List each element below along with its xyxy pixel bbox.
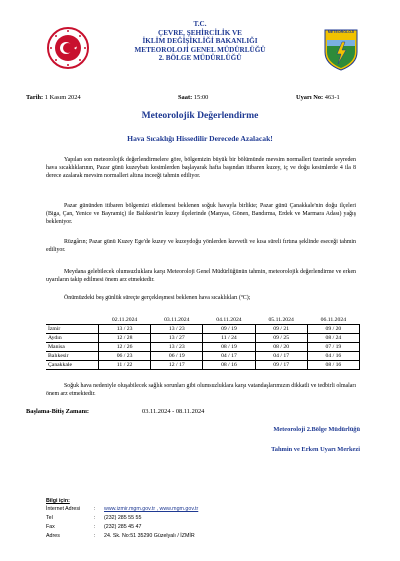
document-subtitle: Hava Sıcaklığı Hissedilir Derecede Azalacak! (127, 134, 273, 143)
footer-heading: Bilgi için: (46, 498, 70, 504)
paragraph: Pazar gününden itibaren bölgemizi etkilemesi beklenen soğuk havayla birlikte; Pazar günü Çanakkale'nin doğu ilçeleri (Biga, Çan, Yenice ve Bayramiç) ile Balıkesir'in kuzey ilçelerinde (Manyas, Gönen, Bandırma, Erdek ve Marmara Adası) yağış bekleniyor. (46, 203, 356, 225)
paragraph: Rüzgârın; Pazar günü Kuzey Ege'de kuzey ve kuzeydoğu yönlerden kuvvetli ve kısa süreli fırtına şeklinde eseceği tahmin ediliyor. (46, 239, 356, 253)
paragraph: Yapılan son meteorolojik değerlendirmelere göre, bölgemizin büyük bir bölümünde mevsim normalleri üzerinde seyreden hava sıcaklıklarının, Pazar günü kuzeybatı kesimlerden başlayarak hafta başından itibaren kuzey, iç ve doğu kesimlerde 4 ila 8 derece azalarak mevsim normalleri altına inceeği tahmin ediliyor. (46, 157, 356, 179)
table-cell: 11 / 24 (203, 334, 255, 343)
website-link[interactable]: www.izmir.mgm.gov.tr , www.mgm.gov.tr (104, 506, 199, 512)
table-cell: 08 / 24 (307, 334, 359, 343)
footer-value: (232) 285 55 55 (104, 515, 142, 521)
footer-label: İnternet Adresi (46, 506, 81, 512)
footer-value: 24. Sk. No:51 35290 Güzelyalı / İZMİR (104, 533, 195, 539)
table-cell: 09 / 20 (307, 325, 359, 334)
table-city-cell: İzmir (46, 325, 99, 334)
table-date-header: 04.11.2024 (203, 316, 255, 325)
header-line: T.C. (193, 20, 207, 28)
footer-label: Adres (46, 533, 60, 539)
signature-office: Meteoroloji 2.Bölge Müdürlüğü (273, 426, 360, 433)
header-line: 2. BÖLGE MÜDÜRLÜĞÜ (158, 54, 242, 63)
time-label: Saat: (178, 94, 193, 101)
table-cell: 09 / 19 (203, 325, 255, 334)
table-row (46, 325, 360, 334)
footer-row: Fax : (232) 285 45 47 (46, 524, 142, 530)
table-cell: 04 / 16 (307, 352, 359, 361)
period-value: 03.11.2024 - 08.11.2024 (142, 408, 205, 415)
table-cell: 12 / 26 (99, 343, 151, 352)
period-label (26, 408, 89, 415)
header-block (100, 20, 300, 63)
table-date-header: 05.11.2024 (255, 316, 307, 325)
period-label-text: Başlama-Bitiş Zamanı: (26, 408, 90, 415)
logo-label: METEOROLOJİ (327, 30, 355, 34)
table-cell: 09 / 17 (255, 361, 307, 370)
date-field (26, 94, 81, 101)
warning-number-field (296, 94, 340, 101)
time-value: 15:00 (193, 94, 209, 101)
table-row (46, 361, 360, 370)
date-value: 1 Kasım 2024 (44, 94, 81, 101)
document-title: Meteorolojik Değerlendirme (141, 110, 259, 121)
temperature-table (46, 316, 360, 370)
warning-number-value: 463-1 (324, 94, 340, 101)
footer-label: Tel (46, 515, 53, 521)
paragraph: Meydana gelebilecek olumsuzluklara karşı Meteoroloji Genel Müdürlüğünün tahmin, meteorolojik değerlendirme ve erken uyarıların takip edilmesi önem arz etmektedir. (46, 269, 356, 283)
table-cell: 12 / 28 (99, 334, 151, 343)
table-cell: 04 / 17 (255, 352, 307, 361)
table-cell: 09 / 25 (255, 334, 307, 343)
signature-center: Tahmin ve Erken Uyarı Merkezi (271, 446, 360, 453)
table-cell: 08 / 16 (307, 361, 359, 370)
table-city-cell: Aydın (46, 334, 99, 343)
footer-value: (232) 285 45 47 (104, 524, 142, 530)
header-line: METEOROLOJİ GENEL MÜDÜRLÜĞÜ (134, 45, 266, 54)
table-cell: 13 / 23 (151, 343, 203, 352)
closing-paragraph: Soğuk hava nedeniyle oluşabilecek sağlık sorunları gibi olumsuzluklara karşı vatandaşlarımızın dikkatli ve tedbirli olmaları önem arz etmektedir. (46, 383, 356, 397)
header-line: İKLİM DEĞİŞİKLİĞİ BAKANLIĞI (142, 37, 258, 46)
table-header-row (46, 316, 360, 325)
table-date-header: 02.11.2024 (99, 316, 151, 325)
footer-row: Tel : (232) 285 55 55 (46, 515, 142, 521)
footer-row: Adres : 24. Sk. No:51 35290 Güzelyalı / İZMİR (46, 533, 195, 539)
table-corner (46, 316, 99, 325)
table-cell: 13 / 27 (151, 334, 203, 343)
table-city-cell: Manisa (46, 343, 99, 352)
table-cell: 13 / 23 (99, 325, 151, 334)
warning-number-label: Uyarı No: (296, 94, 324, 101)
table-cell: 09 / 21 (255, 325, 307, 334)
table-city-cell: Balıkesir (46, 352, 99, 361)
table-date-header: 03.11.2024 (151, 316, 203, 325)
table-date-header: 06.11.2024 (307, 316, 359, 325)
time-field (178, 94, 208, 101)
table-cell: 08 / 20 (255, 343, 307, 352)
meteorology-logo (322, 26, 360, 72)
header-line: ÇEVRE, ŞEHİRCİLİK VE (158, 28, 242, 37)
table-cell: 04 / 17 (203, 352, 255, 361)
ministry-logo (46, 26, 90, 70)
table-cell: 06 / 23 (99, 352, 151, 361)
table-cell: 08 / 16 (203, 361, 255, 370)
table-cell: 08 / 19 (203, 343, 255, 352)
table-cell: 12 / 17 (151, 361, 203, 370)
date-label: Tarih: (26, 94, 44, 101)
table-row (46, 343, 360, 352)
table-cell: 13 / 23 (151, 325, 203, 334)
table-city-cell: Çanakkale (46, 361, 99, 370)
footer-row: İnternet Adresi : www.izmir.mgm.gov.tr , www.mgm.gov.tr (46, 506, 199, 512)
table-cell: 06 / 19 (151, 352, 203, 361)
paragraph: Önümüzdeki beş günlük süreçte gerçekleşmesi beklenen hava sıcaklıkları (ºC); (64, 295, 251, 301)
table-cell: 07 / 19 (307, 343, 359, 352)
table-row (46, 334, 360, 343)
table-cell: 11 / 22 (99, 361, 151, 370)
table-row (46, 352, 360, 361)
footer-label: Fax (46, 524, 55, 530)
